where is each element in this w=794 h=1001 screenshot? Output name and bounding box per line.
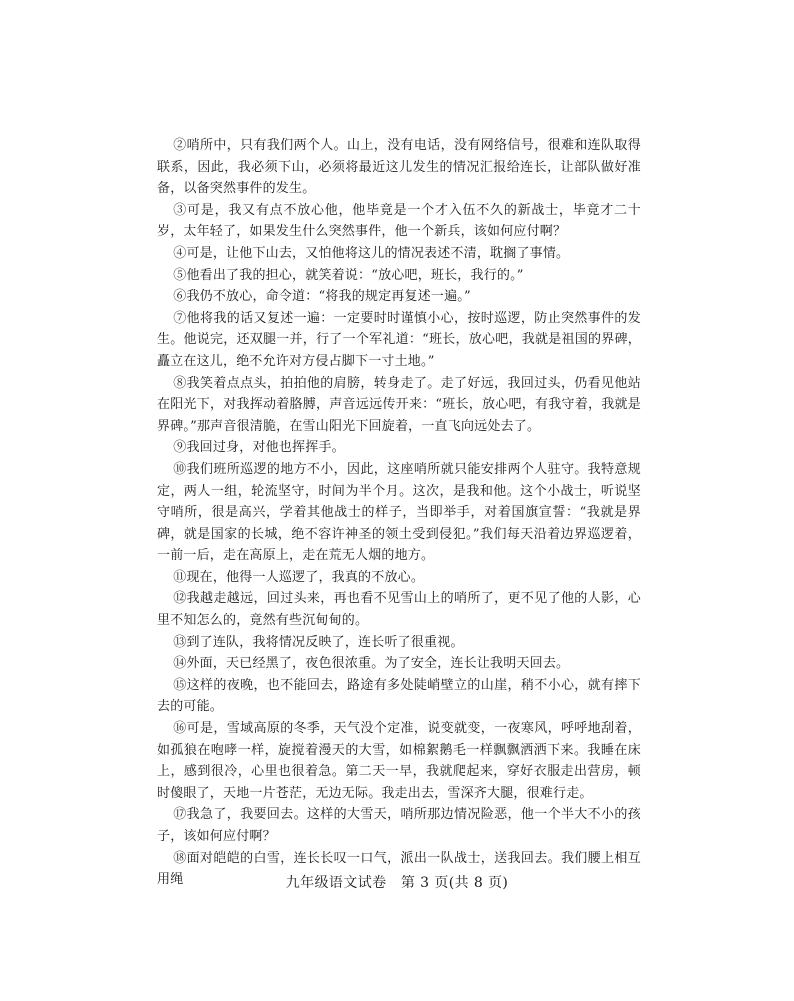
- paragraph-8: ⑧我笑着点点头，拍拍他的肩膀，转身走了。走了好远，我回过头，仍看见他站在阳光下，对我挥动着胳膊，声音远远传开来：“班长，放心吧，有我守着，我就是界碑。”那声音很清脆，在雪山阳光下回旋着，一直飞向远处去了。: [157, 375, 641, 434]
- paragraph-12: ⑫我越走越远，回过头来，再也看不见雪山上的哨所了，更不见了他的人影，心里不知怎么的，竟然有些沉甸甸的。: [157, 591, 641, 629]
- paragraph-5: ⑤他看出了我的担心，就笑着说：“放心吧，班长，我行的。”: [173, 267, 524, 283]
- paragraph-11: ⑪现在，他得一人巡逻了，我真的不放心。: [173, 569, 425, 585]
- paragraph-3: ③可是，我又有点不放心他，他毕竟是一个才入伍不久的新战士，毕竟才二十岁，太年轻了，如果发生什么突然事件，他一个新兵，该如何应付啊？: [157, 202, 641, 240]
- paragraph-2: ②哨所中，只有我们两个人。山上，没有电话，没有网络信号，很难和连队取得联系，因此，我必须下山，必须将最近这儿发生的情况汇报给连长，让部队做好准备，以备突然事件的发生。: [157, 138, 641, 197]
- paragraph-9: ⑨我回过身，对他也挥挥手。: [173, 440, 345, 456]
- paragraph-14: ⑭外面，天已经黑了，夜色很浓重。为了安全，连长让我明天回去。: [173, 656, 570, 672]
- paragraph-10: ⑩我们班所巡逻的地方不小，因此，这座哨所就只能安排两个人驻守。我特意规定，两人一组，轮流坚守，时间为半个月。这次，是我和他。这个小战士，听说坚守哨所，很是高兴，学着其他战士的样子，当即举手，对着国旗宣誓：“我就是界碑，就是国家的长城，绝不容许神圣的领土受到侵犯。”我们每天沿着边界巡逻着，一前一后，走在高原上，走在荒无人烟的地方。: [157, 461, 641, 564]
- paragraph-17: ⑰我急了，我要回去。这样的大雪天，哨所那边情况险恶，他一个半大不小的孩子，该如何应付啊？: [157, 807, 641, 844]
- page-footer: 九年级语文试卷 第 3 页(共 8 页): [285, 875, 509, 891]
- paragraph-6: ⑥我仍不放心，命令道：“将我的规定再复述一遍。”: [173, 289, 471, 305]
- paragraph-13: ⑬到了连队，我将情况反映了，连长听了很重视。: [173, 634, 464, 650]
- paragraph-15: ⑮这样的夜晚，也不能回去，路途有多处陡峭壁立的山崖，稍不小心，就有摔下去的可能。: [157, 677, 641, 715]
- passage-text: [157, 135, 641, 891]
- paragraph-18: ⑱面对皑皑的白雪，连长长叹一口气，派出一队战士，送我回去。我们腰上相互用绳: [157, 850, 641, 888]
- paragraph-7: ⑦他将我的话又复述一遍：一定要时时谨慎小心，按时巡逻，防止突然事件的发生。他说完，还双腿一并，行了一个军礼道：“班长，放心吧，我就是祖国的界碑，矗立在这儿，绝不允许对方侵占脚下一寸土地。”: [157, 310, 641, 369]
- paragraph-16: ⑯可是，雪域高原的冬季，天气没个定准，说变就变，一夜寒风，呼呼地刮着，如孤狼在咆哮一样，旋搅着漫天的大雪，如棉絮鹅毛一样飘飘洒洒下来。我睡在床上，感到很冷，心里也很着急。第二天一早，我就爬起来，穿好衣服走出营房，顿时傻眼了，天地一片苍茫，无边无际。我走出去，雪深齐大腿，很难行走。: [157, 721, 641, 801]
- paragraph-4: ④可是，让他下山去，又怕他将这儿的情况表述不清，耽搁了事情。: [173, 245, 570, 261]
